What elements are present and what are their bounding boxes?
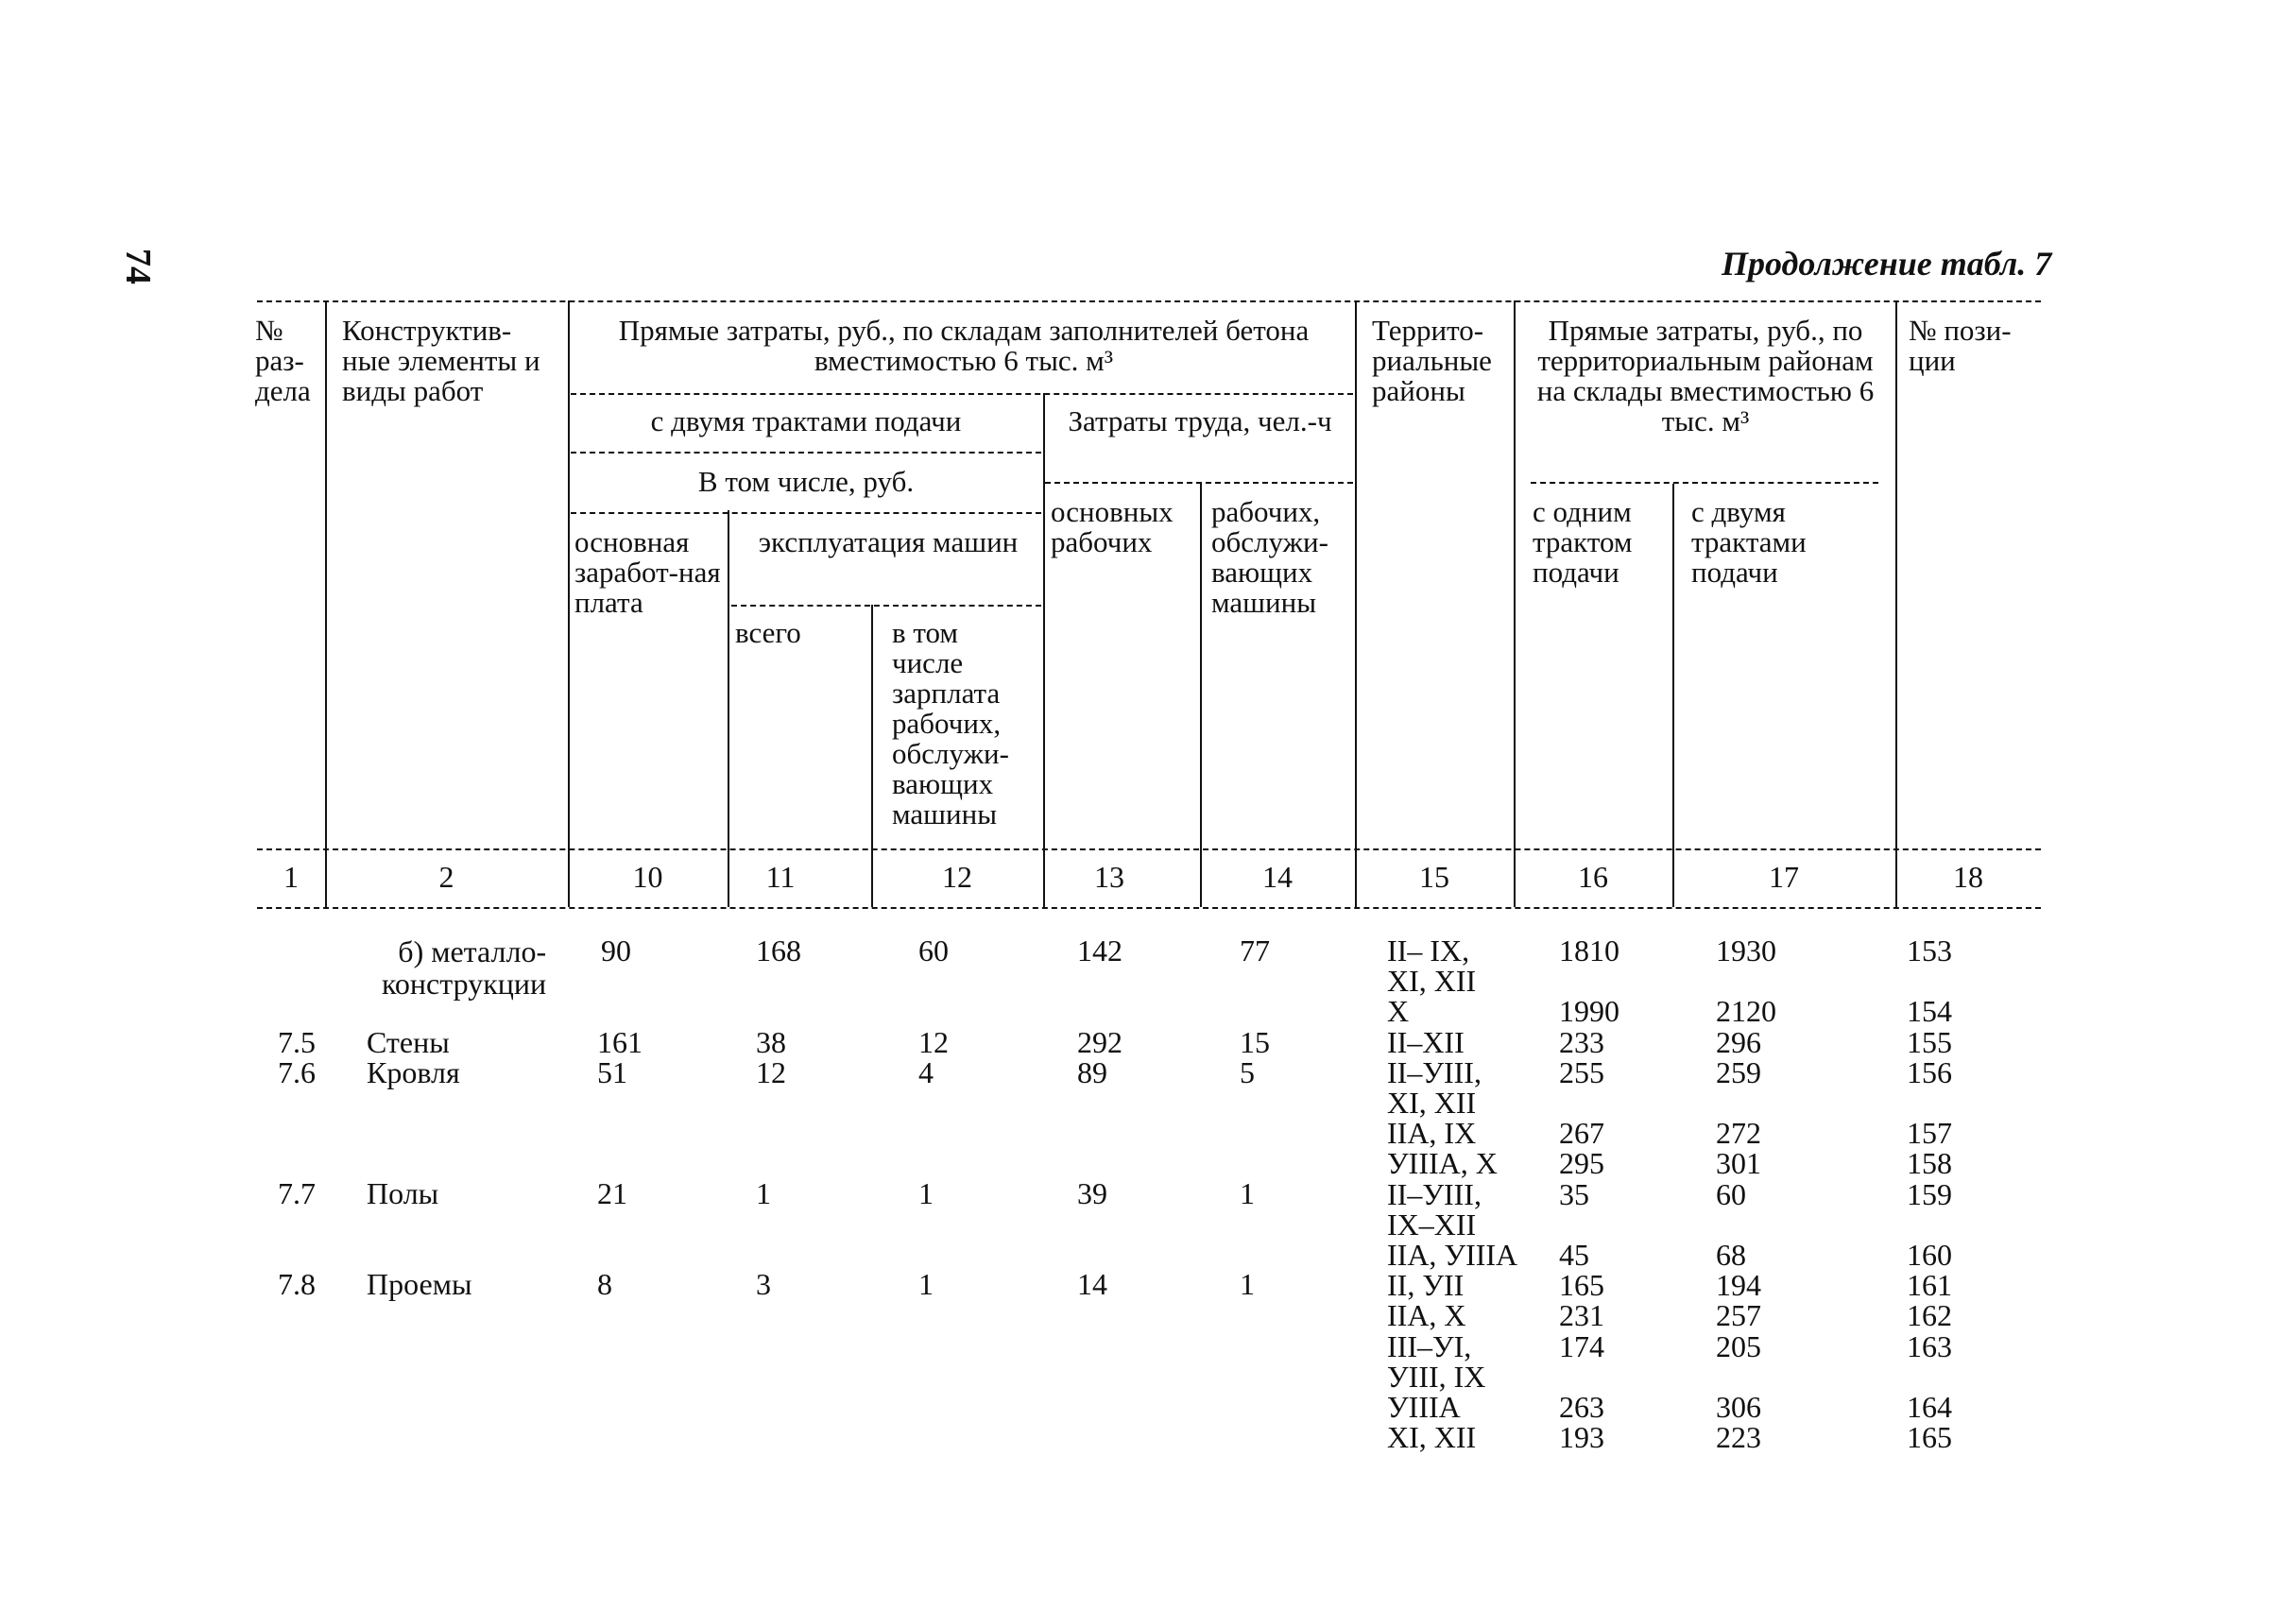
territorial-district: XI, XII: [1387, 964, 1477, 998]
header-total: всего: [735, 616, 801, 649]
header-basic-salary: основная заработ-ная плата: [574, 525, 721, 619]
territorial-two-tracts: 68: [1716, 1238, 1746, 1272]
territorial-two-tracts: 257: [1716, 1298, 1761, 1332]
territorial-two-tracts: 306: [1716, 1390, 1761, 1424]
territorial-position: 157: [1907, 1116, 1952, 1150]
column-number: 1: [283, 860, 299, 894]
cell-c12: 12: [918, 1025, 949, 1059]
header-position-no: № пози-ции: [1909, 314, 2012, 377]
territorial-one-tract: 255: [1559, 1055, 1604, 1089]
territorial-two-tracts: 205: [1716, 1329, 1761, 1363]
territorial-position: 164: [1907, 1390, 1952, 1424]
territorial-two-tracts: 1930: [1716, 933, 1776, 968]
territorial-position: 163: [1907, 1329, 1952, 1363]
territorial-two-tracts: 2120: [1716, 994, 1776, 1028]
column-number: 14: [1262, 860, 1293, 894]
row-element: Кровля: [367, 1055, 460, 1089]
territorial-position: 153: [1907, 933, 1952, 968]
header-main-workers: основных рабочих: [1051, 495, 1174, 558]
header-elements: Конструктив-ные элементы и виды работ: [342, 314, 540, 407]
column-number: 15: [1419, 860, 1449, 894]
territorial-position: 159: [1907, 1177, 1952, 1211]
column-number: 2: [438, 860, 454, 894]
header-two-tracts: с двумя трактами подачи: [650, 404, 962, 437]
territorial-one-tract: 233: [1559, 1025, 1604, 1059]
column-numbers-top-rule: [257, 848, 2041, 850]
cell-c13: 89: [1077, 1055, 1107, 1089]
column-number: 18: [1953, 860, 1983, 894]
territorial-position: 158: [1907, 1146, 1952, 1180]
header-machine-operation: эксплуатация машин: [758, 525, 1019, 558]
territorial-one-tract: 231: [1559, 1298, 1604, 1332]
territorial-one-tract: 295: [1559, 1146, 1604, 1180]
page-number: 74: [118, 248, 158, 284]
territorial-one-tract: 193: [1559, 1420, 1604, 1454]
header-two-tracts-territorial: с двумя трактами подачи: [1691, 495, 1807, 589]
header-machine-salary: в том числе зарплата рабочих, обслужи-вающих машины: [892, 616, 1009, 831]
cell-c10: 161: [597, 1025, 643, 1059]
territorial-position: 162: [1907, 1298, 1952, 1332]
cell-c14: 77: [1240, 933, 1270, 968]
header-machine-workers: рабочих, обслужи-вающих машины: [1211, 495, 1328, 619]
territorial-position: 161: [1907, 1268, 1952, 1302]
territorial-one-tract: 1990: [1559, 994, 1619, 1028]
territorial-one-tract: 1810: [1559, 933, 1619, 968]
table-caption: Продолжение табл. 7: [1722, 245, 2052, 283]
cell-c13: 14: [1077, 1267, 1107, 1301]
cell-c12: 1: [918, 1176, 934, 1210]
territorial-one-tract: 267: [1559, 1116, 1604, 1150]
territorial-one-tract: 263: [1559, 1390, 1604, 1424]
divider-v10: [1672, 484, 1674, 907]
row-element: б) металло- конструкции: [382, 934, 547, 1001]
row-element: Проемы: [367, 1267, 472, 1301]
cell-c13: 292: [1077, 1025, 1122, 1059]
header-districts: Террито-риальные районы: [1372, 314, 1492, 407]
cell-c14: 5: [1240, 1055, 1255, 1089]
territorial-district: IIA, IX: [1387, 1116, 1477, 1150]
column-number: 17: [1769, 860, 1799, 894]
column-number: 10: [632, 860, 663, 894]
rule-machine-sub: [731, 605, 1041, 607]
territorial-one-tract: 35: [1559, 1177, 1589, 1211]
header-territorial-costs: Прямые затраты, руб., по территориальным районам на склады вместимостью 6 тыс. м³: [1536, 314, 1875, 437]
territorial-two-tracts: 223: [1716, 1420, 1761, 1454]
territorial-two-tracts: 301: [1716, 1146, 1761, 1180]
rule-territorial: [1531, 482, 1878, 484]
cell-c12: 1: [918, 1267, 934, 1301]
header-incl-rub: В том числе, руб.: [697, 465, 915, 498]
territorial-two-tracts: 272: [1716, 1116, 1761, 1150]
divider-v5: [1895, 300, 1897, 907]
rule-labor: [1045, 482, 1353, 484]
territorial-one-tract: 165: [1559, 1268, 1604, 1302]
row-element: Стены: [367, 1025, 450, 1059]
territorial-position: 160: [1907, 1238, 1952, 1272]
territorial-district: X: [1387, 994, 1410, 1028]
cell-c10: 90: [601, 933, 631, 968]
territorial-two-tracts: 60: [1716, 1177, 1746, 1211]
divider-v9: [1200, 484, 1202, 907]
row-section: 7.6: [278, 1055, 316, 1089]
rule-incl: [571, 452, 1041, 454]
cell-c11: 12: [756, 1055, 786, 1089]
cell-c12: 60: [918, 933, 949, 968]
territorial-two-tracts: 194: [1716, 1268, 1761, 1302]
territorial-position: 155: [1907, 1025, 1952, 1059]
divider-v3: [1355, 300, 1357, 907]
territorial-one-tract: 174: [1559, 1329, 1604, 1363]
rule-direct-sub: [571, 393, 1353, 395]
territorial-district: IIA, X: [1387, 1298, 1466, 1332]
row-element: Полы: [367, 1176, 439, 1210]
header-direct-costs: Прямые затраты, руб., по складам заполнителей бетона вместимостью 6 тыс. м³: [618, 314, 1310, 377]
header-labor-costs: Затраты труда, чел.-ч: [1068, 404, 1332, 437]
cell-c14: 1: [1240, 1176, 1255, 1210]
cell-c14: 15: [1240, 1025, 1270, 1059]
cell-c10: 8: [597, 1267, 612, 1301]
header-top-rule: [257, 300, 2041, 302]
column-number: 12: [942, 860, 972, 894]
territorial-position: 165: [1907, 1420, 1952, 1454]
territorial-district: УIII, IX: [1387, 1360, 1486, 1394]
territorial-district: XI, XII: [1387, 1420, 1477, 1454]
rule-machines: [571, 512, 1041, 514]
divider-v6: [728, 510, 729, 907]
cell-c13: 142: [1077, 933, 1122, 968]
divider-v8: [1043, 393, 1045, 907]
cell-c13: 39: [1077, 1176, 1107, 1210]
cell-c10: 21: [597, 1176, 627, 1210]
header-section-no: № раз-дела: [255, 314, 311, 407]
cell-c12: 4: [918, 1055, 934, 1089]
cell-c14: 1: [1240, 1267, 1255, 1301]
territorial-one-tract: 45: [1559, 1238, 1589, 1272]
territorial-district: II– IX,: [1387, 933, 1470, 968]
column-number: 13: [1094, 860, 1124, 894]
row-section: 7.5: [278, 1025, 316, 1059]
column-number: 16: [1578, 860, 1608, 894]
row-section: 7.7: [278, 1176, 316, 1210]
territorial-position: 156: [1907, 1055, 1952, 1089]
cell-c11: 168: [756, 933, 801, 968]
divider-v1: [325, 300, 327, 907]
territorial-district: УIIIA, X: [1387, 1146, 1498, 1180]
row-section: 7.8: [278, 1267, 316, 1301]
territorial-two-tracts: 296: [1716, 1025, 1761, 1059]
divider-v4: [1514, 300, 1516, 907]
territorial-district: II, УII: [1387, 1268, 1465, 1302]
territorial-district: IX–XII: [1387, 1208, 1477, 1242]
cell-c10: 51: [597, 1055, 627, 1089]
cell-c11: 3: [756, 1267, 771, 1301]
cell-c11: 38: [756, 1025, 786, 1059]
territorial-district: III–УI,: [1387, 1329, 1472, 1363]
territorial-district: УIIIA: [1387, 1390, 1461, 1424]
column-numbers-bottom-rule: [257, 907, 2041, 909]
divider-v2: [568, 300, 570, 907]
header-one-tract: с одним трактом подачи: [1533, 495, 1633, 589]
territorial-district: II–УIII,: [1387, 1177, 1482, 1211]
territorial-position: 154: [1907, 994, 1952, 1028]
column-number: 11: [765, 860, 796, 894]
territorial-district: II–УIII,: [1387, 1055, 1482, 1089]
territorial-district: IIA, УIIIA: [1387, 1238, 1518, 1272]
territorial-district: XI, XII: [1387, 1086, 1477, 1120]
territorial-two-tracts: 259: [1716, 1055, 1761, 1089]
cell-c11: 1: [756, 1176, 771, 1210]
territorial-district: II–XII: [1387, 1025, 1465, 1059]
